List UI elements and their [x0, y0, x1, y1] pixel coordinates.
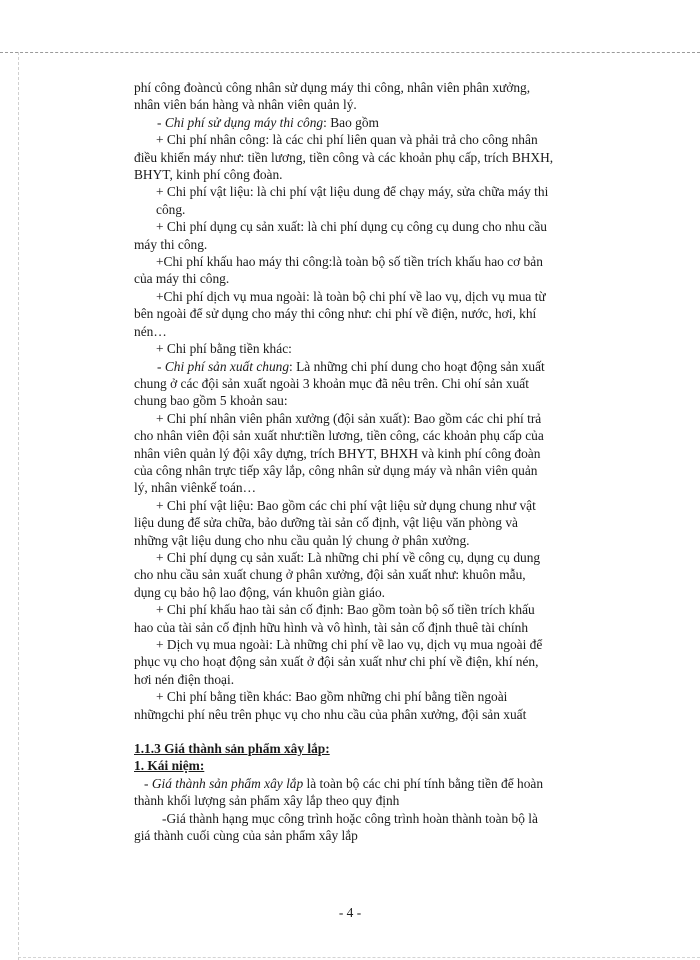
text-line: của công nhân trực tiếp xây lắp, công nhân sử dụng máy và nhân viên quản	[134, 462, 538, 478]
text-line: dụng cụ bảo hộ lao động, ván khuôn giàn giáo.	[134, 584, 386, 600]
text-line: + Dịch vụ mua ngoài: Là những chi phí về lao vụ, dịch vụ mua ngoài để	[156, 637, 543, 652]
text-line: cho nhân viên đội sản xuất như:tiền lương, tiền công, các khoản phụ cấp của	[134, 428, 544, 444]
text-line: BHYT, kinh phí công đoàn.	[134, 167, 283, 183]
text-line: cho nhu cầu sản xuất chung ở phân xưởng, đội sản xuất như: khuôn mẫu,	[134, 567, 526, 583]
list-item-general-costs: - Chi phí sản xuất chung: Là những chi phí dung cho hoạt động sản xuất	[157, 358, 545, 374]
text-line: hao của tài sản cố định hữu hình và vô hình, tài sản cố định thuê tài chính	[134, 619, 529, 635]
text-line: lý, nhân viênkế toán…	[134, 480, 256, 496]
text-line: + Chi phí vật liệu: Bao gồm các chi phí vật liệu sử dụng chung như vật	[156, 497, 536, 513]
term-machine-costs: Chi phí sử dụng máy thi công	[164, 114, 324, 130]
text-line: + Chi phí dụng cụ sản xuất: Là những chi phí về công cụ, dụng cụ dung	[156, 549, 541, 565]
text-line: máy thi công.	[134, 236, 208, 252]
text-line: thành khối lượng sản phẩm xây lắp theo quy định	[134, 793, 400, 809]
page-border-top	[0, 52, 700, 53]
document-body	[134, 79, 614, 844]
text-line: công.	[156, 201, 186, 217]
text-line: + Chi phí vật liệu: là chi phí vật liệu dung để chạy máy, sửa chữa máy thi	[156, 184, 549, 200]
text-line: chung bao gồm 5 khoản sau:	[134, 393, 288, 409]
text-line: + Chi phí khấu hao tài sản cố định: Bao gồm toàn bộ số tiền trích khấu	[156, 602, 535, 618]
page-border-bottom	[18, 957, 700, 958]
text-line: +Chi phí khấu hao máy thi công:là toàn bộ số tiền trích khấu hao cơ bản	[156, 254, 543, 270]
text-line: + Chi phí bằng tiền khác: Bao gồm những chi phí bằng tiền ngoài	[156, 689, 508, 705]
text-line: bên ngoài để sử dụng cho máy thi công như: chi phí về điện, nước, hơi, khí	[134, 306, 537, 322]
definition-line: - Giá thành sản phẩm xây lắp là toàn bộ các chi phí tính bằng tiền để hoàn	[144, 775, 544, 791]
text-line: liệu dung để sửa chữa, bảo dưỡng tài sản cố định, vật liệu văn phòng và	[134, 515, 518, 531]
text-line: + Chi phí dụng cụ sản xuất: là chi phí dụng cụ công cụ dung cho nhu cầu	[156, 219, 547, 235]
text-line: nén…	[134, 323, 167, 339]
text-line: của máy thi công.	[134, 271, 230, 287]
text-line: nhữngchi phí nêu trên phục vụ cho nhu cầu của phân xưởng, đội sản xuất	[134, 706, 527, 722]
term-construction-cost: Giá thành sản phẩm xây lắp	[151, 775, 304, 791]
term-general-costs: Chi phí sản xuất chung	[164, 358, 290, 374]
text-line: giá thành cuối cùng của sản phẩm xây lắp	[134, 828, 358, 844]
text-line: phục vụ cho hoạt động sản xuất ở đội sản xuất như chi phí về điện, khí nén,	[134, 654, 539, 670]
text-line: điều khiển máy như: tiền lương, tiền công và các khoản phụ cấp, trích BHXH,	[134, 149, 554, 165]
text-line: hơi nén điện thoại.	[134, 671, 235, 687]
text-line: -Giá thành hạng mục công trình hoặc công trình hoàn thành toàn bộ là	[162, 810, 538, 826]
text-line: nhân viên quản lý đội xây dựng, trích BHYT, BHXH và kinh phí công đoàn	[134, 445, 541, 461]
text-line: + Chi phí bằng tiền khác:	[156, 341, 292, 357]
text-line: + Chi phí nhân viên phân xưởng (đội sản xuất): Bao gồm các chi phí trả	[156, 410, 542, 426]
text-line: phí công đoàncủ công nhân sử dụng máy thi công, nhân viên phân xưởng,	[134, 80, 531, 95]
text-line: chung ở các đội sản xuất ngoài 3 khoản mục đã nêu trên. Chi ohí sản xuất	[134, 375, 529, 391]
page-border-left	[18, 52, 19, 960]
section-heading: 1.1.3 Giá thành sản phẩm xây lắp:	[134, 741, 330, 757]
list-item-machine-costs: - Chi phí sử dụng máy thi công: Bao gồm	[157, 114, 379, 130]
text-line: +Chi phí dịch vụ mua ngoài: là toàn bộ chi phí về lao vụ, dịch vụ mua từ	[156, 288, 546, 304]
spacer	[134, 723, 614, 740]
text-line: + Chi phí nhân công: là các chi phí liên quan và phải trả cho công nhân	[156, 132, 538, 148]
subsection-heading: 1. Kái niệm:	[134, 758, 205, 774]
text-line: nhân viên bán hàng và nhân viên quản lý.	[134, 97, 357, 113]
text-line: những vật liệu dung cho nhu cầu quản lý chung ở phân xưởng.	[134, 532, 470, 548]
page-number: - 4 -	[338, 905, 362, 920]
